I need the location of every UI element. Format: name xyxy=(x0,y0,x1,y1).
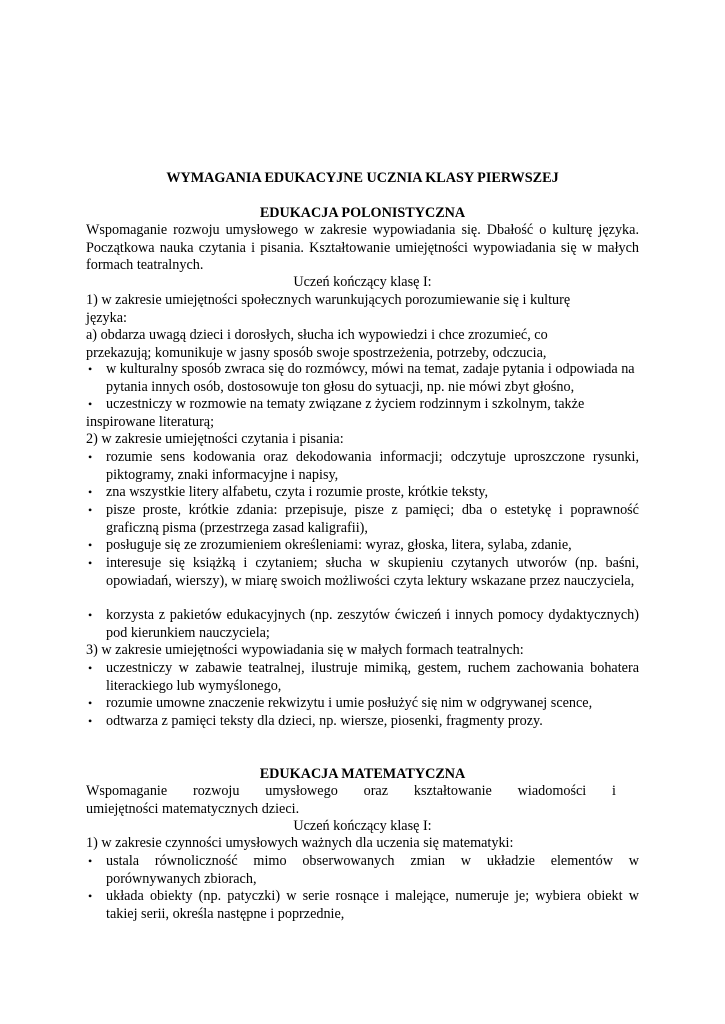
list-item-text: posługuje się ze zrozumieniem określeniami: wyraz, głoska, litera, sylaba, zdanie, xyxy=(106,537,572,553)
list-item-text: odtwarza z pamięci teksty dla dzieci, np. wiersze, piosenki, fragmenty prozy. xyxy=(106,713,543,729)
polish-student-line: Uczeń kończący klasę I: xyxy=(293,274,432,290)
bullet-icon: • xyxy=(88,362,93,376)
polish-intro: Wspomaganie rozwoju umysłowego w zakresie wypowiadania się. Dbałość o kulturę języka. Początkowa nauka czytania i pisania. Kształtowanie umiejętności wypowiadania się w małych formach teatralnych. xyxy=(86,222,639,274)
polish-heading: EDUKACJA POLONISTYCZNA xyxy=(259,205,466,221)
bullet-icon: • xyxy=(88,397,93,411)
bullet-icon: • xyxy=(88,854,93,868)
math-intro-word: i xyxy=(612,783,616,799)
math-section1-title: 1) w zakresie czynności umysłowych ważnych dla uczenia się matematyki: xyxy=(86,835,514,851)
bullet-icon: • xyxy=(88,661,93,675)
list-item xyxy=(86,607,639,642)
list-item xyxy=(86,660,639,695)
bullet-icon: • xyxy=(88,485,93,499)
math-intro-word: kształtowanie xyxy=(413,783,492,799)
math-intro-word: wiadomości xyxy=(517,783,587,799)
polish-section1-a: a) obdarza uwagą dzieci i dorosłych, słucha ich wypowiedzi i chce zrozumieć, co przekazują; komunikuje w jasny sposób swoje spostrzeżenia, potrzeby, odczucia, xyxy=(86,327,548,361)
list-item-text: pisze proste, krótkie zdania: przepisuje, pisze z pamięci; dba o estetykę i poprawność graficzną pisma (przestrzega zasad kaligrafii), xyxy=(106,502,639,536)
bullet-icon: • xyxy=(88,503,93,517)
list-item-text: układa obiekty (np. patyczki) w serie rosnące i malejące, numeruje je; wybiera obiekt w takiej serii, określa następne i poprzednie, xyxy=(106,888,639,922)
list-item xyxy=(86,449,639,484)
math-intro-word: rozwoju xyxy=(192,783,240,799)
list-item xyxy=(86,853,639,888)
list-item xyxy=(86,888,639,923)
math-intro-word: umysłowego xyxy=(265,783,338,799)
list-item-text: korzysta z pakietów edukacyjnych (np. zeszytów ćwiczeń i innych pomocy dydaktycznych) pod kierunkiem nauczyciela; xyxy=(106,607,639,641)
bullet-icon: • xyxy=(88,889,93,903)
math-intro-line1 xyxy=(86,783,616,801)
list-item-text: ustala równoliczność mimo obserwowanych zmian w układzie elementów w porównywanych zbiorach, xyxy=(106,853,639,887)
math-heading: EDUKACJA MATEMATYCZNA xyxy=(259,766,466,782)
bullet-icon: • xyxy=(88,608,93,622)
bullet-icon: • xyxy=(88,714,93,728)
list-item xyxy=(86,484,639,502)
bullet-icon: • xyxy=(88,538,93,552)
list-item-text: zna wszystkie litery alfabetu, czyta i rozumie proste, krótkie teksty, xyxy=(106,484,489,500)
polish-section3-title: 3) w zakresie umiejętności wypowiadania się w małych formach teatralnych: xyxy=(86,642,524,658)
list-item xyxy=(86,396,639,431)
list-item-text: uczestniczy w rozmowie na tematy związane z życiem rodzinnym i szkolnym, także inspirowane literaturą; xyxy=(86,396,585,430)
math-intro-word: Wspomaganie xyxy=(86,783,168,799)
math-intro-line2: umiejętności matematycznych dzieci. xyxy=(86,801,300,817)
list-item xyxy=(86,713,639,731)
polish-section1-title: 1) w zakresie umiejętności społecznych warunkujących porozumiewanie się i kulturę języka: xyxy=(86,292,571,326)
bullet-icon: • xyxy=(88,556,93,570)
list-item xyxy=(86,502,639,537)
list-item-text: interesuje się książką i czytaniem; słucha w skupieniu czytanych utworów (np. baśni, opowiadań, wierszy), w miarę swoich możliwości czyta lektury wskazane przez nauczyciela, xyxy=(106,555,639,589)
document-title: WYMAGANIA EDUKACYJNE UCZNIA KLASY PIERWSZEJ xyxy=(166,170,559,186)
polish-section2-title: 2) w zakresie umiejętności czytania i pisania: xyxy=(86,431,344,447)
math-intro-word: oraz xyxy=(363,783,389,799)
list-item-text: rozumie umowne znaczenie rekwizytu i umie posłużyć się nim w odgrywanej scence, xyxy=(106,695,593,711)
math-student-line: Uczeń kończący klasę I: xyxy=(293,818,432,834)
list-item-text: w kulturalny sposób zwraca się do rozmówcy, mówi na temat, zadaje pytania i odpowiada na pytania innych osób, dostosowuje ton głosu do sytuacji, np. nie mówi zbyt głośno, xyxy=(106,361,635,395)
list-item xyxy=(86,537,639,555)
bullet-icon: • xyxy=(88,696,93,710)
list-item xyxy=(86,361,639,396)
list-item xyxy=(86,695,639,713)
list-item xyxy=(86,555,639,590)
list-item-text: uczestniczy w zabawie teatralnej, ilustruje mimiką, gestem, ruchem zachowania bohatera literackiego lub wymyślonego, xyxy=(106,660,639,694)
bullet-icon: • xyxy=(88,450,93,464)
list-item-text: rozumie sens kodowania oraz dekodowania informacji; odczytuje uproszczone rysunki, piktogramy, znaki informacyjne i napisy, xyxy=(106,449,639,483)
